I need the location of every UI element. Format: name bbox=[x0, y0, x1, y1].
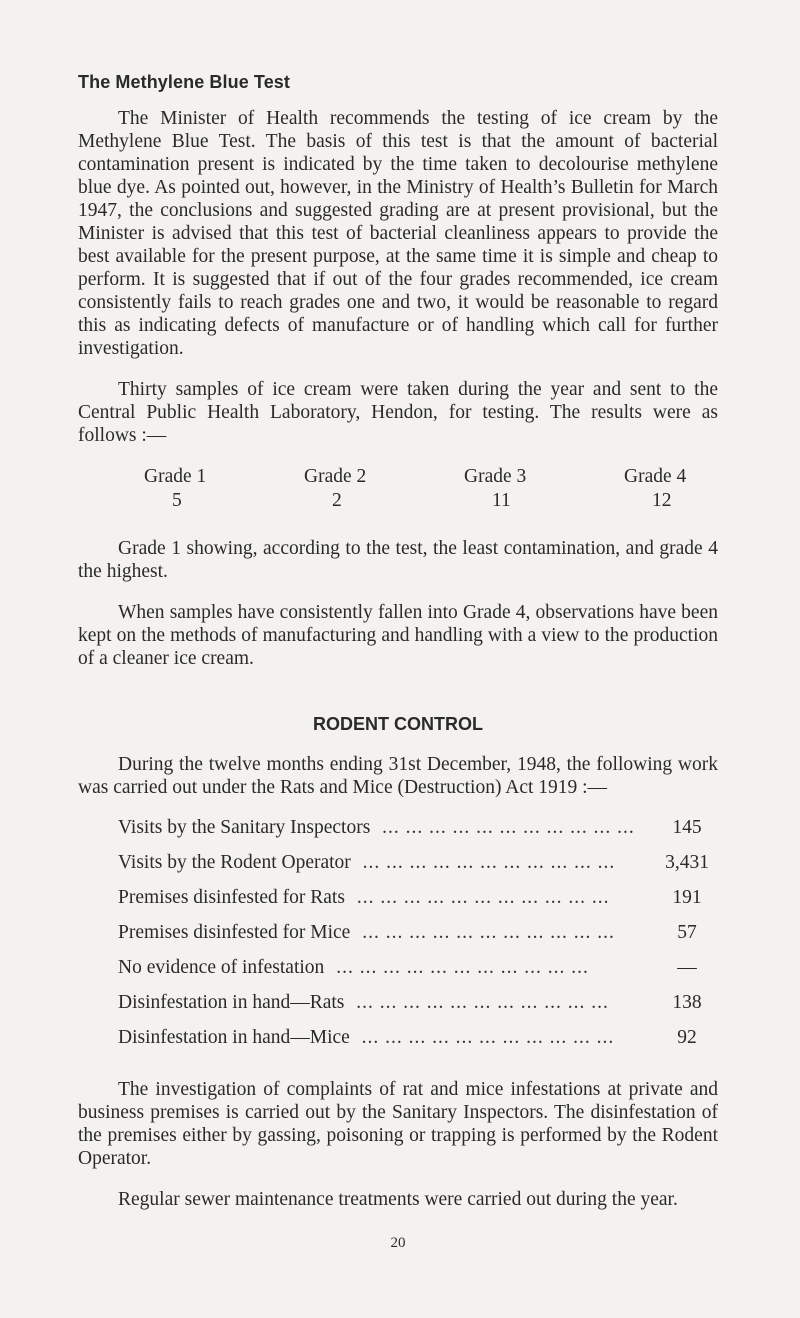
stat-label: Disinfestation in hand—Mice bbox=[118, 1027, 350, 1048]
stat-value: 92 bbox=[677, 1027, 697, 1048]
methylene-heading: The Methylene Blue Test bbox=[78, 72, 291, 92]
stat-value: 138 bbox=[672, 992, 702, 1013]
leader-dots: ... ... ... ... ... ... ... ... ... ... ... bbox=[330, 957, 589, 978]
grade-label: Grade 2 bbox=[304, 466, 367, 487]
methylene-paragraph-4: When samples have consistently fallen into Grade 4, observations have been kept on the methods of manufacturing and handling with a view to the production of a cleaner ice cream. bbox=[78, 602, 718, 669]
page-number: 20 bbox=[390, 1235, 406, 1251]
methylene-paragraph-1: The Minister of Health recommends the testing of ice cream by the Methylene Blue Test. The basis of this test is that the amount of bacterial contamination present is indicated by the time taken to decolourise methylene blue dye. As pointed out, however, in the Ministry of Health’s Bulletin for March 1947, the conclusions and suggested grading are at present provisional, but the Minister is advised that this test of bacterial cleanliness appears to provide the best available for the present purpose, at the same time it is simple and cheap to perform. It is suggested that if out of the four grades recommended, ice cream consistently fails to reach grades one and two, it would be reasonable to regard this as indicating defects of manufacture or of handling which call for further investigation. bbox=[78, 108, 718, 359]
grade-column bbox=[624, 465, 784, 513]
grades-table bbox=[144, 465, 718, 513]
rodent-paragraph-2: Regular sewer maintenance treatments were carried out during the year. bbox=[118, 1189, 678, 1210]
leader-dots: ... ... ... ... ... ... ... ... ... ... ... bbox=[355, 1027, 615, 1048]
stat-row bbox=[118, 1027, 718, 1062]
stat-row bbox=[118, 922, 718, 957]
document-page bbox=[78, 72, 718, 1252]
stat-value: 3,431 bbox=[665, 852, 709, 873]
stat-value: 145 bbox=[672, 817, 702, 838]
stat-row bbox=[118, 992, 718, 1027]
stat-label: Premises disinfested for Rats bbox=[118, 887, 345, 908]
stat-label: Visits by the Rodent Operator bbox=[118, 852, 351, 873]
leader-dots: ... ... ... ... ... ... ... ... ... ... ... bbox=[376, 817, 635, 838]
rodent-paragraph-1: The investigation of complaints of rat and mice infestations at private and business premises is carried out by the Sanitary Inspectors. The disinfestation of the premises either by gassing, poisoning or trapping is performed by the Rodent Operator. bbox=[78, 1079, 718, 1169]
stat-value: 191 bbox=[672, 887, 702, 908]
grade-column bbox=[144, 465, 304, 513]
stat-label: Premises disinfested for Mice bbox=[118, 922, 351, 943]
grade-label: Grade 3 bbox=[464, 466, 527, 487]
leader-dots: ... ... ... ... ... ... ... ... ... ... ... bbox=[350, 992, 609, 1013]
grade-count: 12 bbox=[652, 490, 672, 511]
grade-column bbox=[304, 465, 464, 513]
rodent-control-heading: RODENT CONTROL bbox=[313, 714, 483, 734]
grade-count: 2 bbox=[332, 490, 342, 511]
methylene-paragraph-2: Thirty samples of ice cream were taken during the year and sent to the Central Public Health Laboratory, Hendon, for testing. The results were as follows :— bbox=[78, 379, 718, 446]
methylene-paragraph-3: Grade 1 showing, according to the test, the least contamination, and grade 4 the highest. bbox=[78, 538, 718, 582]
stat-label: Disinfestation in hand—Rats bbox=[118, 992, 345, 1013]
leader-dots: ... ... ... ... ... ... ... ... ... ... ... bbox=[356, 852, 616, 873]
stat-row bbox=[118, 957, 718, 992]
grade-column bbox=[464, 465, 624, 513]
grade-label: Grade 4 bbox=[624, 466, 687, 487]
stat-value: — bbox=[677, 957, 697, 978]
rodent-stats-list bbox=[118, 817, 718, 1062]
grade-label: Grade 1 bbox=[144, 466, 207, 487]
stat-label: Visits by the Sanitary Inspectors bbox=[118, 817, 371, 838]
grade-count: 11 bbox=[492, 490, 511, 511]
rodent-intro-paragraph: During the twelve months ending 31st December, 1948, the following work was carried out under the Rats and Mice (Destruction) Act 1919 :— bbox=[78, 754, 718, 798]
stat-label: No evidence of infestation bbox=[118, 957, 325, 978]
stat-row bbox=[118, 852, 718, 887]
stat-row bbox=[118, 887, 718, 922]
grade-count: 5 bbox=[172, 490, 182, 511]
leader-dots: ... ... ... ... ... ... ... ... ... ... ... bbox=[350, 887, 610, 908]
leader-dots: ... ... ... ... ... ... ... ... ... ... ... bbox=[356, 922, 615, 943]
stat-value: 57 bbox=[677, 922, 697, 943]
stat-row bbox=[118, 817, 718, 852]
